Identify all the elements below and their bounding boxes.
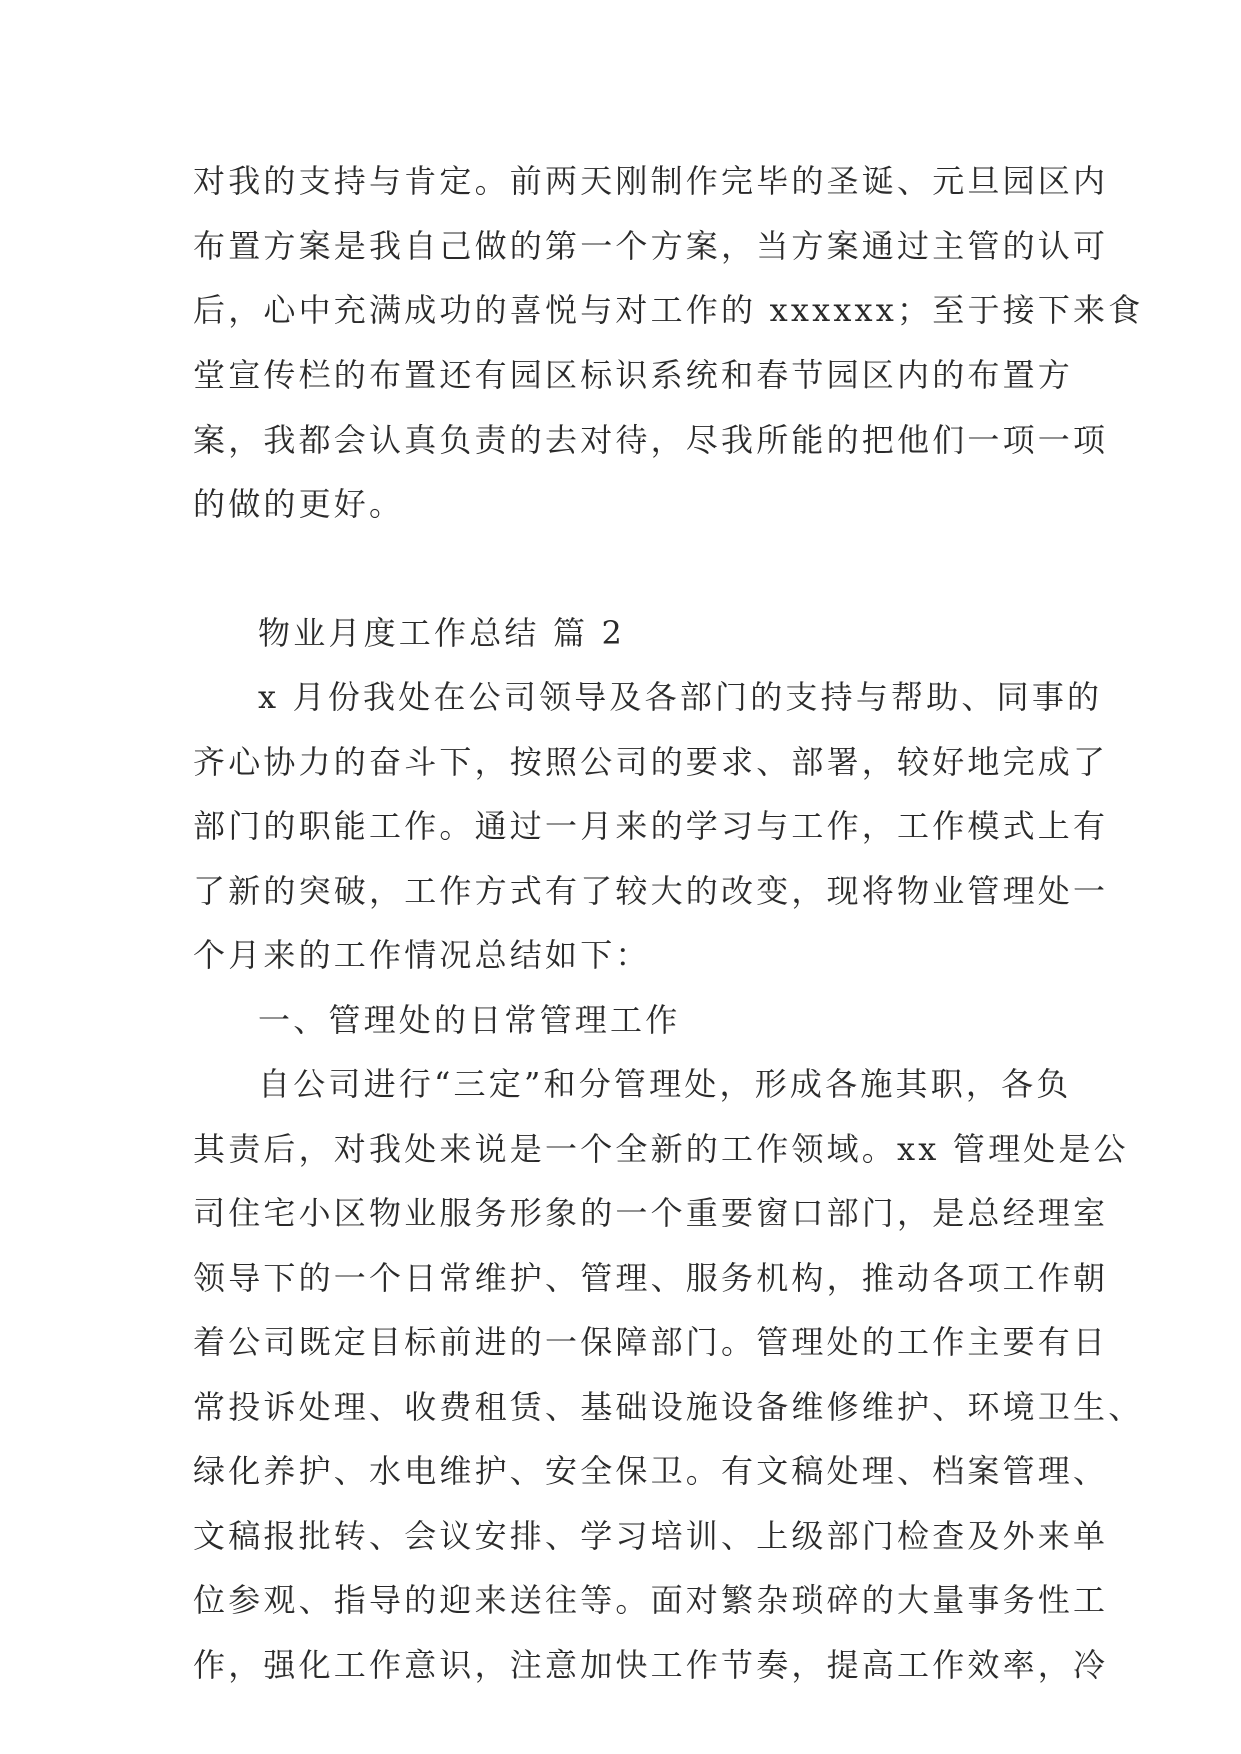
paragraph-line: 领导下的一个日常维护、管理、服务机构，推动各项工作朝 — [193, 1259, 1109, 1297]
paragraph-line: 位参观、指导的迎来送往等。面对繁杂琐碎的大量事务性工 — [193, 1581, 1109, 1619]
paragraph-line: 其责后，对我处来说是一个全新的工作领域。xx 管理处是公 — [193, 1130, 1129, 1168]
paragraph-line: 司住宅小区物业服务形象的一个重要窗口部门，是总经理室 — [193, 1194, 1109, 1232]
paragraph-line: 个月来的工作情况总结如下： — [193, 936, 651, 974]
paragraph-line: 常投诉处理、收费租赁、基础设施设备维修维护、环境卫生、 — [193, 1388, 1144, 1426]
paragraph-line: 布置方案是我自己做的第一个方案，当方案通过主管的认可 — [193, 227, 1109, 265]
paragraph-line: 着公司既定目标前进的一保障部门。管理处的工作主要有日 — [193, 1323, 1109, 1361]
paragraph-line: 作，强化工作意识，注意加快工作节奏，提高工作效率，冷 — [193, 1646, 1109, 1684]
paragraph-line: 部门的职能工作。通过一月来的学习与工作，工作模式上有 — [193, 807, 1109, 845]
paragraph-line: 自公司进行“三定”和分管理处，形成各施其职，各负 — [258, 1065, 1072, 1103]
paragraph-line: 后，心中充满成功的喜悦与对工作的 xxxxxx；至于接下来食 — [193, 291, 1144, 329]
paragraph-line: 了新的突破，工作方式有了较大的改变，现将物业管理处一 — [193, 872, 1109, 910]
paragraph-line: 文稿报批转、会议安排、学习培训、上级部门检查及外来单 — [193, 1517, 1109, 1555]
paragraph-line: x 月份我处在公司领导及各部门的支持与帮助、同事的 — [258, 678, 1103, 716]
paragraph-line: 的做的更好。 — [193, 485, 405, 523]
subheading: 一、管理处的日常管理工作 — [258, 1001, 681, 1039]
paragraph-line: 堂宣传栏的布置还有园区标识系统和春节园区内的布置方 — [193, 356, 1074, 394]
paragraph-line: 齐心协力的奋斗下，按照公司的要求、部署，较好地完成了 — [193, 743, 1109, 781]
section-title: 物业月度工作总结 篇 2 — [258, 614, 626, 652]
paragraph-line: 绿化养护、水电维护、安全保卫。有文稿处理、档案管理、 — [193, 1452, 1109, 1490]
paragraph-line: 案，我都会认真负责的去对待，尽我所能的把他们一项一项 — [193, 421, 1109, 459]
paragraph-line: 对我的支持与肯定。前两天刚制作完毕的圣诞、元旦园区内 — [193, 162, 1109, 200]
